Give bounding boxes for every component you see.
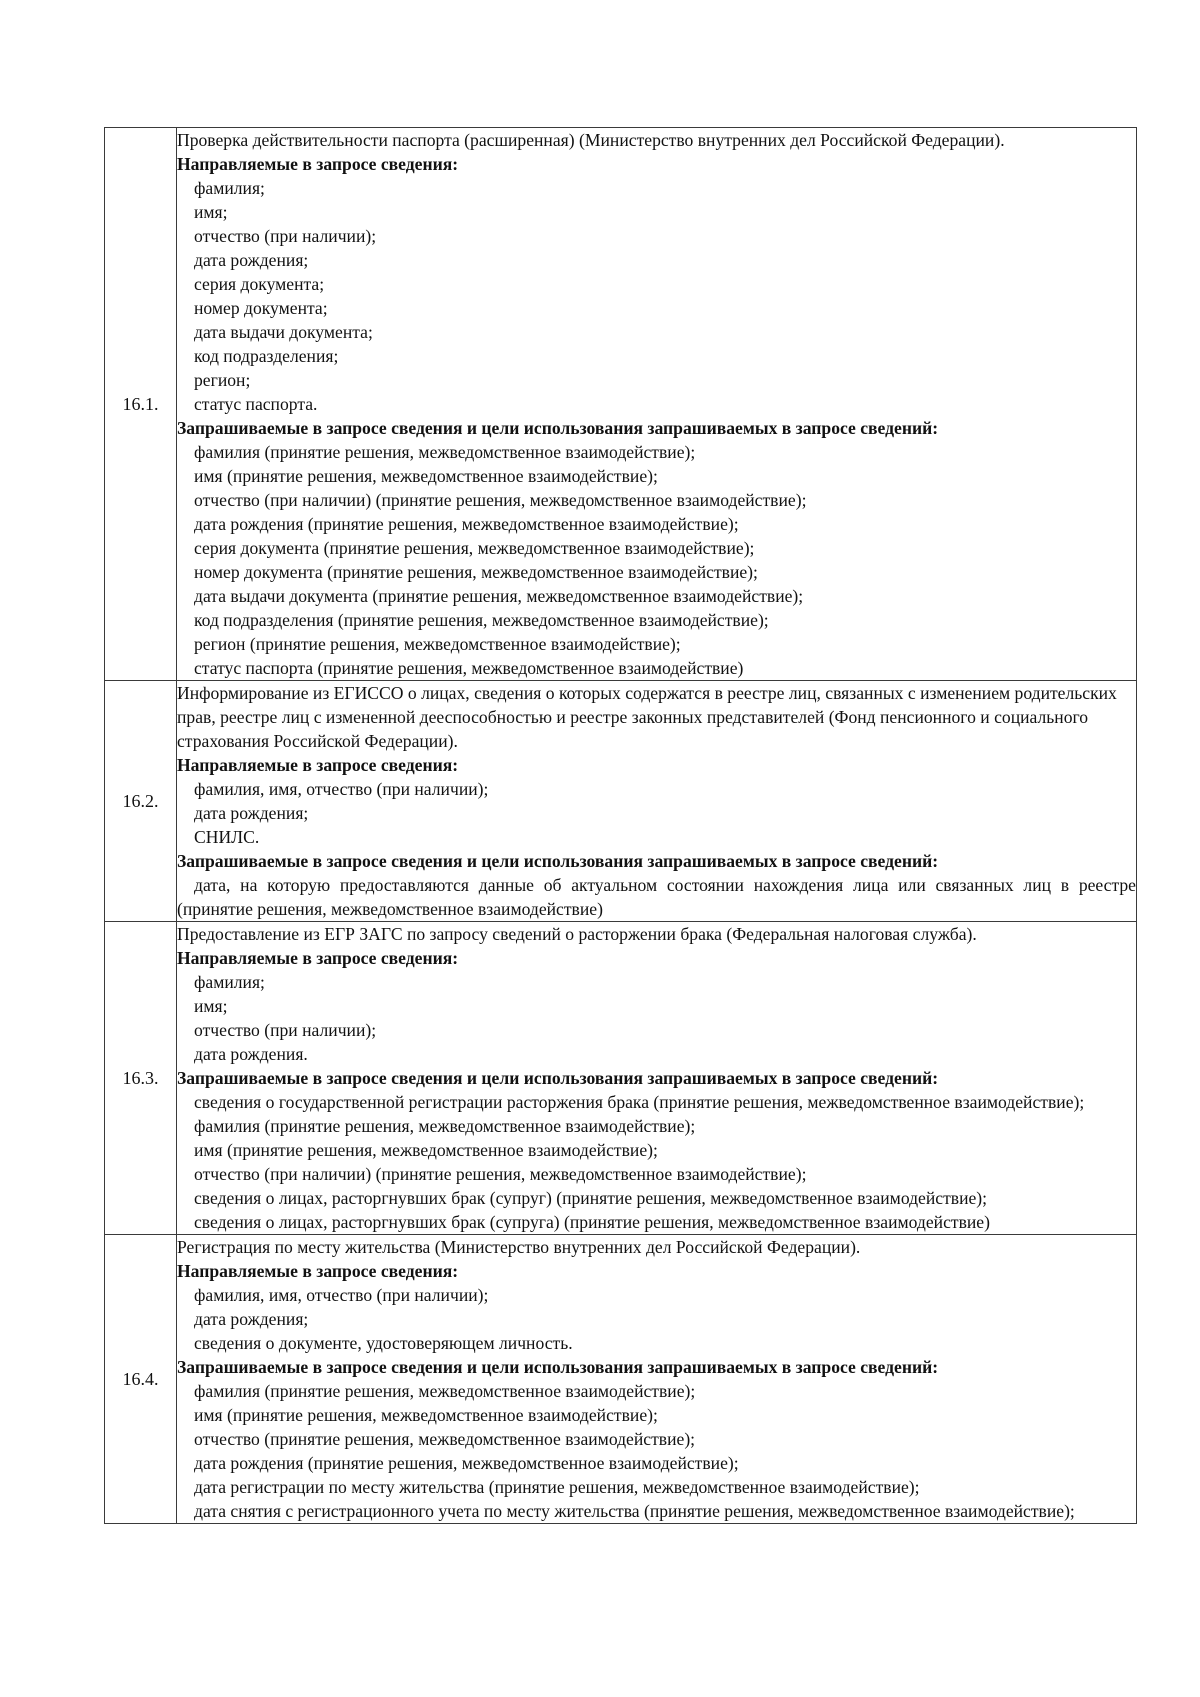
row-content [177,922,1137,1235]
list-item: дата регистрации по месту жительства (принятие решения, межведомственное взаимодействие); [194,1477,920,1497]
list-item: фамилия (принятие решения, межведомственное взаимодействие); [194,442,696,462]
service-title: Предоставление из ЕГР ЗАГС по запросу сведений о расторжении брака (Федеральная налоговая служба). [177,924,977,944]
row-content [177,1235,1137,1524]
list-item: сведения о документе, удостоверяющем личность. [194,1333,573,1353]
list-item: дата рождения; [194,803,309,823]
list-item: фамилия, имя, отчество (при наличии); [194,779,489,799]
row-content [177,681,1137,922]
list-item: отчество (принятие решения, межведомственное взаимодействие); [194,1429,696,1449]
list-item: дата выдачи документа; [194,322,373,342]
list-item: дата рождения; [194,1309,309,1329]
row-number: 16.4. [105,1235,177,1524]
list-item: сведения о лицах, расторгнувших брак (супруг) (принятие решения, межведомственное взаимодействие); [194,1188,988,1208]
list-item: дата рождения (принятие решения, межведомственное взаимодействие); [194,514,739,534]
list-item: отчество (при наличии); [194,226,377,246]
list-item: имя; [194,996,228,1016]
list-item: дата, на которую предоставляются данные об актуальном состоянии нахождения лица или связанных лиц в реестре (принятие решения, межведомственное взаимодействие) [177,875,1136,919]
list-item: регион; [194,370,251,390]
list-item: дата снятия с регистрационного учета по месту жительства (принятие решения, межведомственное взаимодействие); [194,1501,1075,1521]
list-item: фамилия (принятие решения, межведомственное взаимодействие); [194,1116,696,1136]
table-row [105,681,1137,922]
list-item: дата выдачи документа (принятие решения, межведомственное взаимодействие); [194,586,804,606]
section-heading: Направляемые в запросе сведения: [177,755,459,775]
list-item: отчество (при наличии); [194,1020,377,1040]
section-heading: Запрашиваемые в запросе сведения и цели использования запрашиваемых в запросе сведений: [177,1068,939,1088]
list-item: имя (принятие решения, межведомственное взаимодействие); [194,466,658,486]
list-item: серия документа (принятие решения, межведомственное взаимодействие); [194,538,755,558]
list-item: отчество (при наличии) (принятие решения, межведомственное взаимодействие); [194,1164,807,1184]
list-item: имя (принятие решения, межведомственное взаимодействие); [194,1140,658,1160]
list-item: дата рождения; [194,250,309,270]
list-item: дата рождения. [194,1044,308,1064]
table-row [105,1235,1137,1524]
service-title: Проверка действительности паспорта (расширенная) (Министерство внутренних дел Российской Федерации). [177,130,1005,150]
list-item: отчество (при наличии) (принятие решения, межведомственное взаимодействие); [194,490,807,510]
section-heading: Запрашиваемые в запросе сведения и цели использования запрашиваемых в запросе сведений: [177,851,939,871]
service-title: Информирование из ЕГИССО о лицах, сведения о которых содержатся в реестре лиц, связанных с изменением родительских прав, реестре лиц с измененной дееспособностью и реестре законных представителей (Фонд пенсионного и социального страхования Российской Федерации). [177,683,1117,751]
list-item: дата рождения (принятие решения, межведомственное взаимодействие); [194,1453,739,1473]
section-heading: Направляемые в запросе сведения: [177,1261,459,1281]
row-number: 16.3. [105,922,177,1235]
list-item: сведения о лицах, расторгнувших брак (супруга) (принятие решения, межведомственное взаимодействие) [194,1212,990,1232]
list-item: сведения о государственной регистрации расторжения брака (принятие решения, межведомственное взаимодействие); [194,1092,1085,1112]
services-table [104,127,1137,1524]
list-item: фамилия, имя, отчество (при наличии); [194,1285,489,1305]
list-item: статус паспорта. [194,394,318,414]
list-item: код подразделения; [194,346,339,366]
table-row [105,922,1137,1235]
section-heading: Направляемые в запросе сведения: [177,154,459,174]
section-heading: Запрашиваемые в запросе сведения и цели использования запрашиваемых в запросе сведений: [177,418,939,438]
list-item: фамилия; [194,972,265,992]
section-heading: Направляемые в запросе сведения: [177,948,459,968]
row-content [177,128,1137,681]
list-item: номер документа (принятие решения, межведомственное взаимодействие); [194,562,758,582]
table-row [105,128,1137,681]
list-item: регион (принятие решения, межведомственное взаимодействие); [194,634,681,654]
row-number: 16.2. [105,681,177,922]
list-item: имя; [194,202,228,222]
list-item: статус паспорта (принятие решения, межведомственное взаимодействие) [194,658,744,678]
section-heading: Запрашиваемые в запросе сведения и цели использования запрашиваемых в запросе сведений: [177,1357,939,1377]
service-title: Регистрация по месту жительства (Министерство внутренних дел Российской Федерации). [177,1237,861,1257]
list-item: СНИЛС. [194,827,260,847]
list-item: фамилия; [194,178,265,198]
list-item: фамилия (принятие решения, межведомственное взаимодействие); [194,1381,696,1401]
list-item: имя (принятие решения, межведомственное взаимодействие); [194,1405,658,1425]
row-number: 16.1. [105,128,177,681]
list-item: номер документа; [194,298,328,318]
list-item: код подразделения (принятие решения, межведомственное взаимодействие); [194,610,769,630]
list-item: серия документа; [194,274,325,294]
